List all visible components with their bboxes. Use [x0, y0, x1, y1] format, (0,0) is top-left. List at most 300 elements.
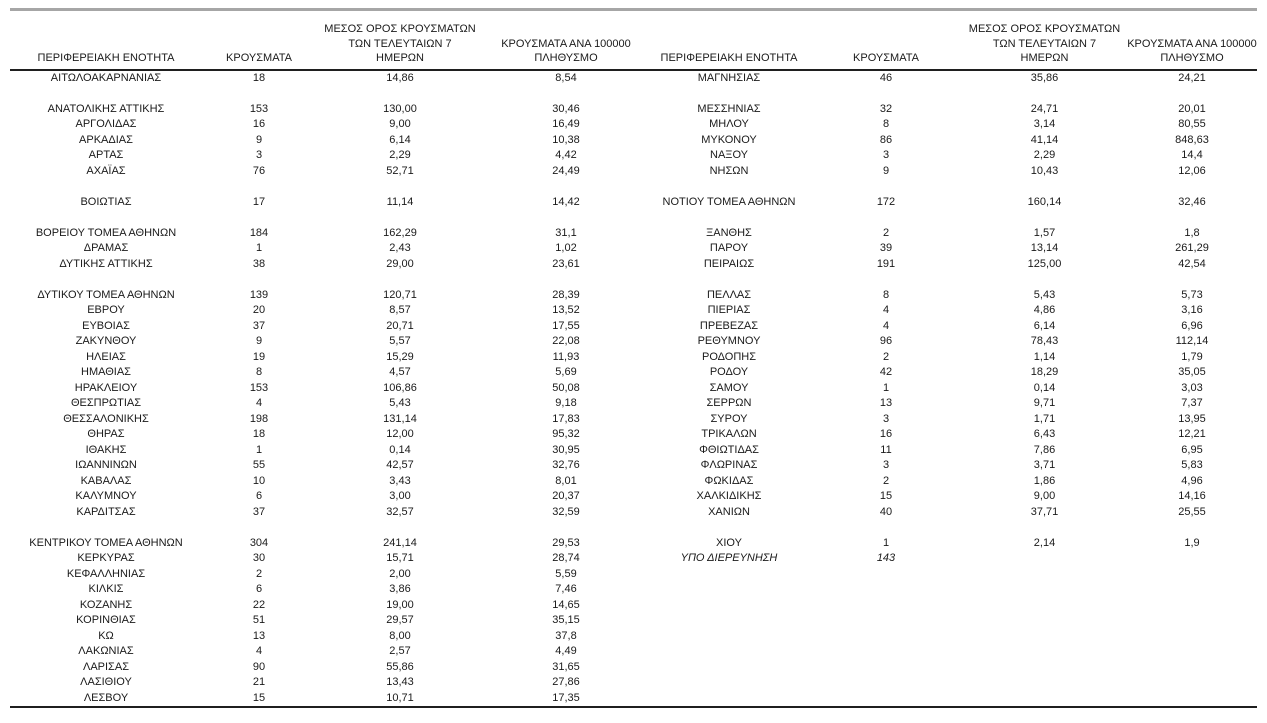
- per100k-cell-left: 95,32: [552, 428, 580, 440]
- cases-cell-right: [810, 86, 962, 102]
- table-row: [10, 381, 1257, 397]
- region-cell-left: ΚΕΡΚΥΡΑΣ: [77, 552, 135, 564]
- per100k-cell-right: 80,55: [1178, 118, 1206, 130]
- per100k-cell-left: 14,42: [552, 195, 580, 208]
- avg7-cell-left: 8,57: [389, 304, 411, 316]
- avg7-cell-right: [962, 644, 1127, 660]
- region-cell-left: ΚΩ: [98, 629, 114, 642]
- table-row: [10, 210, 1257, 226]
- per100k-cell-left: 4,42: [555, 149, 577, 161]
- cases-cell-left: 15: [252, 691, 266, 704]
- table-row: [10, 582, 1257, 598]
- col-header-avg7-left-line3: ΗΜΕΡΩΝ: [376, 52, 424, 64]
- cases-cell-left: 6: [255, 490, 263, 502]
- region-cell-right: ΜΥΚΟΝΟΥ: [701, 133, 757, 146]
- per100k-cell-right: 1,8: [1184, 226, 1200, 239]
- region-cell-left: ΚΑΛΥΜΝΟΥ: [75, 490, 137, 502]
- avg7-cell-right: 6,14: [1033, 319, 1056, 332]
- cases-cell-left: 37: [252, 319, 266, 332]
- avg7-cell-right: 125,00: [1027, 257, 1062, 270]
- per100k-cell-left: 10,38: [552, 133, 580, 146]
- region-cell-right: [648, 629, 810, 645]
- per100k-cell-left: 50,08: [552, 381, 580, 394]
- per100k-cell-right: [1127, 567, 1257, 583]
- avg7-cell-left: 0,14: [389, 443, 411, 456]
- avg7-cell-left: 2,57: [389, 645, 411, 657]
- per100k-cell-left: 22,08: [552, 335, 580, 347]
- cases-cell-left: 4: [255, 397, 263, 409]
- cases-cell-right: 1: [882, 536, 890, 549]
- cases-cell-left: 184: [249, 226, 269, 239]
- region-cell-left: ΛΑΣΙΘΙΟΥ: [80, 676, 132, 688]
- region-cell-left: ΙΘΑΚΗΣ: [85, 443, 127, 456]
- cases-cell-right: 1: [882, 381, 890, 394]
- region-cell-left: ΚΟΡΙΝΘΙΑΣ: [76, 614, 136, 626]
- avg7-cell-right: 2,14: [1033, 536, 1056, 549]
- table-row: [10, 567, 1257, 583]
- table-row: [10, 86, 1257, 102]
- region-cell-right: ΦΛΩΡΙΝΑΣ: [700, 459, 758, 471]
- cases-cell-left: 20: [252, 304, 266, 316]
- table-row: [10, 458, 1257, 474]
- per100k-cell-left: 35,15: [552, 614, 580, 626]
- per100k-cell-left: 17,35: [552, 691, 580, 704]
- table-row: [10, 288, 1257, 304]
- avg7-cell-right: 1,71: [1033, 412, 1056, 425]
- avg7-cell-left: 29,57: [386, 614, 414, 626]
- cases-cell-left: 1: [255, 443, 263, 456]
- avg7-cell-left: 32,57: [386, 505, 414, 518]
- avg7-cell-right: 7,86: [1033, 443, 1056, 456]
- table-body: [10, 70, 1257, 708]
- avg7-cell-right: 1,14: [1033, 350, 1056, 363]
- region-cell-left: ΕΒΡΟΥ: [87, 304, 125, 316]
- cases-cell-left: 37: [252, 505, 266, 518]
- avg7-cell-right: [962, 675, 1127, 691]
- avg7-cell-left: 20,71: [386, 319, 414, 332]
- per100k-cell-right: 20,01: [1178, 102, 1206, 115]
- region-cell-left: ΚΕΦΑΛΛΗΝΙΑΣ: [66, 567, 146, 580]
- cases-cell-right: 40: [879, 505, 893, 518]
- table-row: [10, 505, 1257, 521]
- cases-cell-left: [202, 179, 316, 195]
- per100k-cell-right: [1127, 582, 1257, 598]
- region-cell-left: ΗΡΑΚΛΕΙΟΥ: [74, 381, 138, 394]
- per100k-cell-right: 42,54: [1178, 257, 1206, 270]
- per100k-cell-left: 11,93: [552, 350, 580, 363]
- cases-cell-right: 96: [879, 335, 893, 347]
- region-cell-left: ΑΡΓΟΛΙΔΑΣ: [75, 118, 137, 130]
- per100k-cell-right: 7,37: [1181, 397, 1203, 409]
- cases-cell-right: [810, 613, 962, 629]
- region-cell-right: ΠΙΕΡΙΑΣ: [707, 304, 751, 316]
- region-cell-left: [10, 86, 202, 102]
- cases-cell-right: [810, 691, 962, 708]
- avg7-cell-right: [962, 613, 1127, 629]
- region-cell-right: ΠΕΙΡΑΙΩΣ: [703, 257, 755, 270]
- cases-cell-right: 42: [879, 366, 893, 378]
- per100k-cell-right: [1127, 179, 1257, 195]
- avg7-cell-right: 2,29: [1033, 149, 1056, 161]
- per100k-cell-right: 35,05: [1178, 366, 1206, 378]
- cases-cell-left: 55: [252, 459, 266, 471]
- header-row: [10, 22, 1257, 70]
- per100k-cell-left: 17,55: [552, 319, 580, 332]
- cases-cell-right: 9: [882, 164, 890, 177]
- region-cell-right: ΡΟΔΟΠΗΣ: [701, 350, 757, 363]
- col-header-per100k-right: [1127, 22, 1257, 70]
- region-cell-right: ΝΑΞΟΥ: [710, 149, 748, 161]
- cases-cell-right: [810, 272, 962, 288]
- region-cell-left: ΛΕΣΒΟΥ: [83, 691, 129, 704]
- avg7-cell-left: 2,29: [389, 149, 411, 161]
- per100k-cell-right: 848,63: [1175, 133, 1209, 146]
- region-cell-right: ΣΕΡΡΩΝ: [706, 397, 752, 409]
- avg7-cell-right: 35,86: [1030, 71, 1059, 84]
- cases-cell-right: 13: [879, 397, 893, 409]
- cases-cell-left: 4: [255, 645, 263, 657]
- table-row: [10, 660, 1257, 676]
- region-cell-right: ΧΑΛΚΙΔΙΚΗΣ: [696, 490, 762, 502]
- col-header-region-left-label: ΠΕΡΙΦΕΡΕΙΑΚΗ ΕΝΟΤΗΤΑ: [37, 52, 175, 64]
- region-cell-right: ΣΑΜΟΥ: [709, 381, 749, 394]
- cases-cell-left: 19: [252, 350, 266, 363]
- cases-cell-left: 30: [252, 552, 266, 564]
- region-cell-left: ΑΧΑΪΑΣ: [86, 164, 126, 177]
- per100k-cell-right: 4,96: [1181, 474, 1203, 487]
- avg7-cell-right: 24,71: [1030, 102, 1059, 115]
- avg7-cell-right: [962, 567, 1127, 583]
- avg7-cell-right: 1,86: [1033, 474, 1056, 487]
- cases-cell-right: [810, 644, 962, 660]
- avg7-cell-left: 2,00: [389, 567, 411, 580]
- region-cell-left: ΚΑΡΔΙΤΣΑΣ: [76, 505, 136, 518]
- per100k-cell-right: [1127, 629, 1257, 645]
- avg7-cell-left: [316, 272, 484, 288]
- table-row: [10, 598, 1257, 614]
- avg7-cell-left: 130,00: [383, 102, 417, 115]
- avg7-cell-left: 52,71: [386, 164, 414, 177]
- avg7-cell-left: 6,14: [389, 133, 411, 146]
- region-cell-left: [10, 179, 202, 195]
- cases-cell-left: 153: [249, 102, 269, 115]
- region-cell-right: ΜΑΓΝΗΣΙΑΣ: [697, 71, 761, 84]
- table-row: [10, 164, 1257, 180]
- per100k-cell-right: 32,46: [1178, 195, 1206, 208]
- col-header-per100k-left-line1: ΚΡΟΥΣΜΑΤΑ ΑΝΑ 100000: [501, 37, 631, 50]
- table-row: [10, 195, 1257, 211]
- region-cell-right: ΠΕΛΛΑΣ: [706, 288, 752, 301]
- region-cell-left: ΘΗΡΑΣ: [87, 428, 125, 440]
- avg7-cell-right: 10,43: [1030, 164, 1059, 177]
- table-header: [10, 22, 1257, 70]
- avg7-cell-left: [316, 210, 484, 226]
- avg7-cell-right: [962, 86, 1127, 102]
- cases-cell-right: 46: [879, 71, 893, 84]
- region-cell-right: ΜΕΣΣΗΝΙΑΣ: [697, 102, 761, 115]
- region-cell-left: ΙΩΑΝΝΙΝΩΝ: [75, 459, 137, 471]
- region-cell-right: ΡΕΘΥΜΝΟΥ: [697, 335, 761, 347]
- avg7-cell-left: 15,29: [386, 350, 414, 363]
- per100k-cell-right: 5,83: [1181, 459, 1203, 471]
- region-cell-right: ΞΑΝΘΗΣ: [706, 226, 752, 239]
- cases-cell-left: 153: [249, 381, 269, 394]
- avg7-cell-right: 9,00: [1033, 490, 1056, 502]
- region-cell-left: ΔΥΤΙΚΟΥ ΤΟΜΕΑ ΑΘΗΝΩΝ: [37, 288, 175, 301]
- cases-cell-right: 11: [880, 443, 892, 456]
- per100k-cell-left: 4,49: [555, 645, 577, 657]
- region-cell-left: [10, 210, 202, 226]
- col-header-avg7-left: [316, 22, 484, 70]
- avg7-cell-right: 3,14: [1033, 118, 1056, 130]
- region-cell-left: ΚΑΒΑΛΑΣ: [80, 474, 132, 487]
- table-row: [10, 272, 1257, 288]
- cases-cell-left: 9: [255, 335, 263, 347]
- avg7-cell-right: 5,43: [1033, 288, 1056, 301]
- per100k-cell-right: 14,16: [1178, 490, 1206, 502]
- table-row: [10, 303, 1257, 319]
- per100k-cell-right: [1127, 613, 1257, 629]
- per100k-cell-right: 1,9: [1184, 536, 1200, 549]
- cases-cell-right: [810, 210, 962, 226]
- avg7-cell-left: 2,43: [389, 242, 411, 254]
- region-cell-right: ΠΡΕΒΕΖΑΣ: [699, 319, 759, 332]
- per100k-cell-right: 14,4: [1181, 149, 1203, 161]
- region-cell-right: ΥΠΟ ΔΙΕΡΕΥΝΗΣΗ: [680, 552, 778, 564]
- per100k-cell-right: [1127, 660, 1257, 676]
- avg7-cell-right: 0,14: [1033, 381, 1056, 394]
- cases-cell-left: [202, 210, 316, 226]
- avg7-cell-right: [962, 210, 1127, 226]
- per100k-cell-left: 30,95: [552, 443, 580, 456]
- cases-cell-left: 90: [252, 660, 266, 673]
- table-row: [10, 117, 1257, 133]
- avg7-cell-left: 11,14: [386, 195, 414, 208]
- table-row: [10, 613, 1257, 629]
- avg7-cell-left: 3,86: [389, 583, 411, 595]
- avg7-cell-right: 13,14: [1030, 242, 1059, 254]
- region-cell-left: ΑΝΑΤΟΛΙΚΗΣ ΑΤΤΙΚΗΣ: [47, 102, 165, 115]
- avg7-cell-right: [962, 598, 1127, 614]
- cases-cell-left: 2: [255, 567, 263, 580]
- cases-cell-left: 3: [255, 149, 263, 161]
- cases-cell-right: [810, 567, 962, 583]
- table-row: [10, 536, 1257, 552]
- region-cell-right: [648, 613, 810, 629]
- region-cell-left: ΗΛΕΙΑΣ: [86, 350, 126, 363]
- per100k-cell-left: 16,49: [552, 118, 580, 130]
- avg7-cell-right: [962, 179, 1127, 195]
- table-row: [10, 412, 1257, 428]
- region-cell-left: ΑΡΚΑΔΙΑΣ: [79, 133, 133, 146]
- region-cell-left: ΔΡΑΜΑΣ: [83, 242, 129, 254]
- region-cell-right: [648, 598, 810, 614]
- per100k-cell-left: 24,49: [552, 164, 580, 177]
- region-cell-left: ΗΜΑΘΙΑΣ: [81, 366, 131, 378]
- cases-cell-left: [202, 272, 316, 288]
- avg7-cell-right: [962, 520, 1127, 536]
- region-cell-right: ΝΟΤΙΟΥ ΤΟΜΕΑ ΑΘΗΝΩΝ: [662, 195, 796, 208]
- region-cell-right: [648, 567, 810, 583]
- per100k-cell-left: 29,53: [552, 536, 580, 549]
- avg7-cell-left: 162,29: [383, 226, 417, 239]
- avg7-cell-left: 9,00: [389, 118, 411, 130]
- col-header-avg7-left-line1: ΜΕΣΟΣ ΟΡΟΣ ΚΡΟΥΣΜΑΤΩΝ: [324, 23, 476, 35]
- region-cell-right: [648, 210, 810, 226]
- region-cell-left: ΚΕΝΤΡΙΚΟΥ ΤΟΜΕΑ ΑΘΗΝΩΝ: [29, 536, 183, 549]
- table-row: [10, 551, 1257, 567]
- per100k-cell-right: [1127, 210, 1257, 226]
- region-cell-right: ΦΘΙΩΤΙΔΑΣ: [699, 443, 759, 456]
- cases-cell-right: 172: [876, 195, 896, 208]
- avg7-cell-left: 8,00: [389, 629, 411, 642]
- per100k-cell-left: 28,39: [552, 288, 580, 301]
- cases-cell-left: 139: [249, 288, 269, 301]
- col-header-avg7-right: [962, 22, 1127, 70]
- table-row: [10, 241, 1257, 257]
- region-cell-left: ΛΑΚΩΝΙΑΣ: [78, 645, 134, 657]
- avg7-cell-right: 9,71: [1033, 397, 1056, 409]
- avg7-cell-left: 131,14: [383, 412, 417, 425]
- cases-cell-right: 15: [879, 490, 893, 502]
- per100k-cell-right: 112,14: [1175, 335, 1209, 347]
- avg7-cell-left: 15,71: [386, 552, 414, 564]
- cases-cell-left: 16: [252, 118, 266, 130]
- region-cell-right: [648, 520, 810, 536]
- per100k-cell-left: 37,8: [555, 629, 577, 642]
- per100k-cell-left: 8,54: [555, 71, 577, 84]
- table-row: [10, 179, 1257, 195]
- table-row: [10, 133, 1257, 149]
- avg7-cell-left: 3,43: [389, 474, 411, 487]
- avg7-cell-left: 241,14: [383, 536, 417, 549]
- per100k-cell-right: 6,95: [1181, 443, 1203, 456]
- region-cell-right: ΦΩΚΙΔΑΣ: [704, 474, 754, 487]
- table-row: [10, 226, 1257, 242]
- region-cell-left: ΚΙΛΚΙΣ: [88, 583, 124, 595]
- avg7-cell-left: 55,86: [386, 660, 414, 673]
- cases-cell-right: [810, 582, 962, 598]
- per100k-cell-right: [1127, 551, 1257, 567]
- per100k-cell-left: [484, 86, 648, 102]
- table-row: [10, 257, 1257, 273]
- col-header-cases-left-label: ΚΡΟΥΣΜΑΤΑ: [226, 52, 292, 64]
- cases-cell-left: 38: [252, 257, 266, 270]
- region-cell-left: ΕΥΒΟΙΑΣ: [82, 319, 130, 332]
- col-header-cases-left: [202, 22, 316, 70]
- col-header-avg7-right-line3: ΗΜΕΡΩΝ: [1020, 52, 1069, 64]
- per100k-cell-left: 31,65: [552, 660, 580, 673]
- region-cell-right: [648, 691, 810, 708]
- col-header-cases-right: [810, 22, 962, 70]
- per100k-cell-left: 23,61: [552, 257, 580, 270]
- cases-cell-right: [810, 520, 962, 536]
- per100k-cell-right: 1,79: [1181, 350, 1203, 363]
- per100k-cell-left: 27,86: [552, 676, 580, 688]
- avg7-cell-right: [962, 629, 1127, 645]
- region-cell-left: ΘΕΣΠΡΩΤΙΑΣ: [70, 397, 142, 409]
- avg7-cell-right: [962, 582, 1127, 598]
- region-cell-left: ΒΟΙΩΤΙΑΣ: [80, 195, 132, 208]
- cases-cell-left: 10: [252, 474, 266, 487]
- avg7-cell-right: 41,14: [1030, 133, 1059, 146]
- cases-cell-left: [202, 86, 316, 102]
- cases-cell-left: 17: [252, 195, 266, 208]
- avg7-cell-right: [962, 551, 1127, 567]
- cases-cell-left: [202, 520, 316, 536]
- per100k-cell-right: 3,03: [1181, 381, 1203, 394]
- avg7-cell-left: 14,86: [386, 71, 414, 84]
- per100k-cell-right: [1127, 598, 1257, 614]
- per100k-cell-left: [484, 520, 648, 536]
- per100k-cell-left: 13,52: [552, 304, 580, 316]
- col-header-per100k-right-line2: ΠΛΗΘΥΣΜΟ: [1160, 52, 1224, 64]
- table-row: [10, 644, 1257, 660]
- region-cell-right: ΧΑΝΙΩΝ: [708, 505, 750, 518]
- cases-cell-right: 3: [882, 412, 890, 425]
- cases-cell-left: 9: [255, 133, 263, 146]
- col-header-avg7-left-line2: ΤΩΝ ΤΕΛΕΥΤΑΙΩΝ 7: [348, 37, 452, 50]
- col-header-per100k-right-line1: ΚΡΟΥΣΜΑΤΑ ΑΝΑ 100000: [1127, 37, 1257, 50]
- per100k-cell-left: 14,65: [552, 598, 580, 611]
- avg7-cell-left: 19,00: [386, 598, 414, 611]
- col-header-per100k-left: [484, 22, 648, 70]
- avg7-cell-left: 120,71: [383, 288, 417, 301]
- avg7-cell-right: [962, 272, 1127, 288]
- region-cell-right: ΜΗΛΟΥ: [709, 118, 749, 130]
- per100k-cell-right: [1127, 644, 1257, 660]
- cases-cell-left: 198: [249, 412, 269, 425]
- avg7-cell-right: 1,57: [1033, 226, 1056, 239]
- per100k-cell-left: 8,01: [555, 474, 577, 487]
- region-cell-left: ΒΟΡΕΙΟΥ ΤΟΜΕΑ ΑΘΗΝΩΝ: [35, 226, 177, 239]
- per100k-cell-right: 12,21: [1178, 428, 1206, 440]
- cases-cell-right: 4: [882, 319, 890, 332]
- region-cell-right: [648, 675, 810, 691]
- top-divider: [10, 8, 1257, 11]
- col-header-per100k-left-line2: ΠΛΗΘΥΣΜΟ: [534, 52, 598, 64]
- region-cell-left: ΛΑΡΙΣΑΣ: [82, 660, 129, 673]
- cases-cell-right: 2: [882, 474, 890, 487]
- cases-cell-right: 2: [882, 350, 890, 363]
- per100k-cell-left: [484, 272, 648, 288]
- per100k-cell-left: 20,37: [552, 490, 580, 502]
- region-cell-right: [648, 582, 810, 598]
- region-cell-left: ΑΙΤΩΛΟΑΚΑΡΝΑΝΙΑΣ: [50, 71, 162, 84]
- avg7-cell-right: [962, 691, 1127, 708]
- region-cell-right: ΣΥΡΟΥ: [710, 412, 748, 425]
- per100k-cell-left: 28,74: [552, 552, 580, 564]
- cases-cell-left: 8: [255, 366, 263, 378]
- region-cell-right: [648, 272, 810, 288]
- region-cell-right: [648, 86, 810, 102]
- avg7-cell-left: 5,57: [389, 335, 411, 347]
- cases-cell-right: 191: [876, 257, 896, 270]
- per100k-cell-right: 3,16: [1181, 304, 1203, 316]
- table-row: [10, 474, 1257, 490]
- cases-cell-right: 39: [879, 242, 893, 254]
- avg7-cell-right: [962, 660, 1127, 676]
- per100k-cell-right: [1127, 691, 1257, 708]
- per100k-cell-right: [1127, 675, 1257, 691]
- per100k-cell-right: 25,55: [1178, 505, 1206, 518]
- avg7-cell-right: 4,86: [1033, 304, 1056, 316]
- avg7-cell-right: 3,71: [1033, 459, 1056, 471]
- cases-cell-left: 22: [252, 598, 266, 611]
- region-cell-right: ΠΑΡΟΥ: [709, 242, 749, 254]
- cases-cell-right: 8: [882, 288, 890, 301]
- cases-cell-left: 51: [252, 614, 266, 626]
